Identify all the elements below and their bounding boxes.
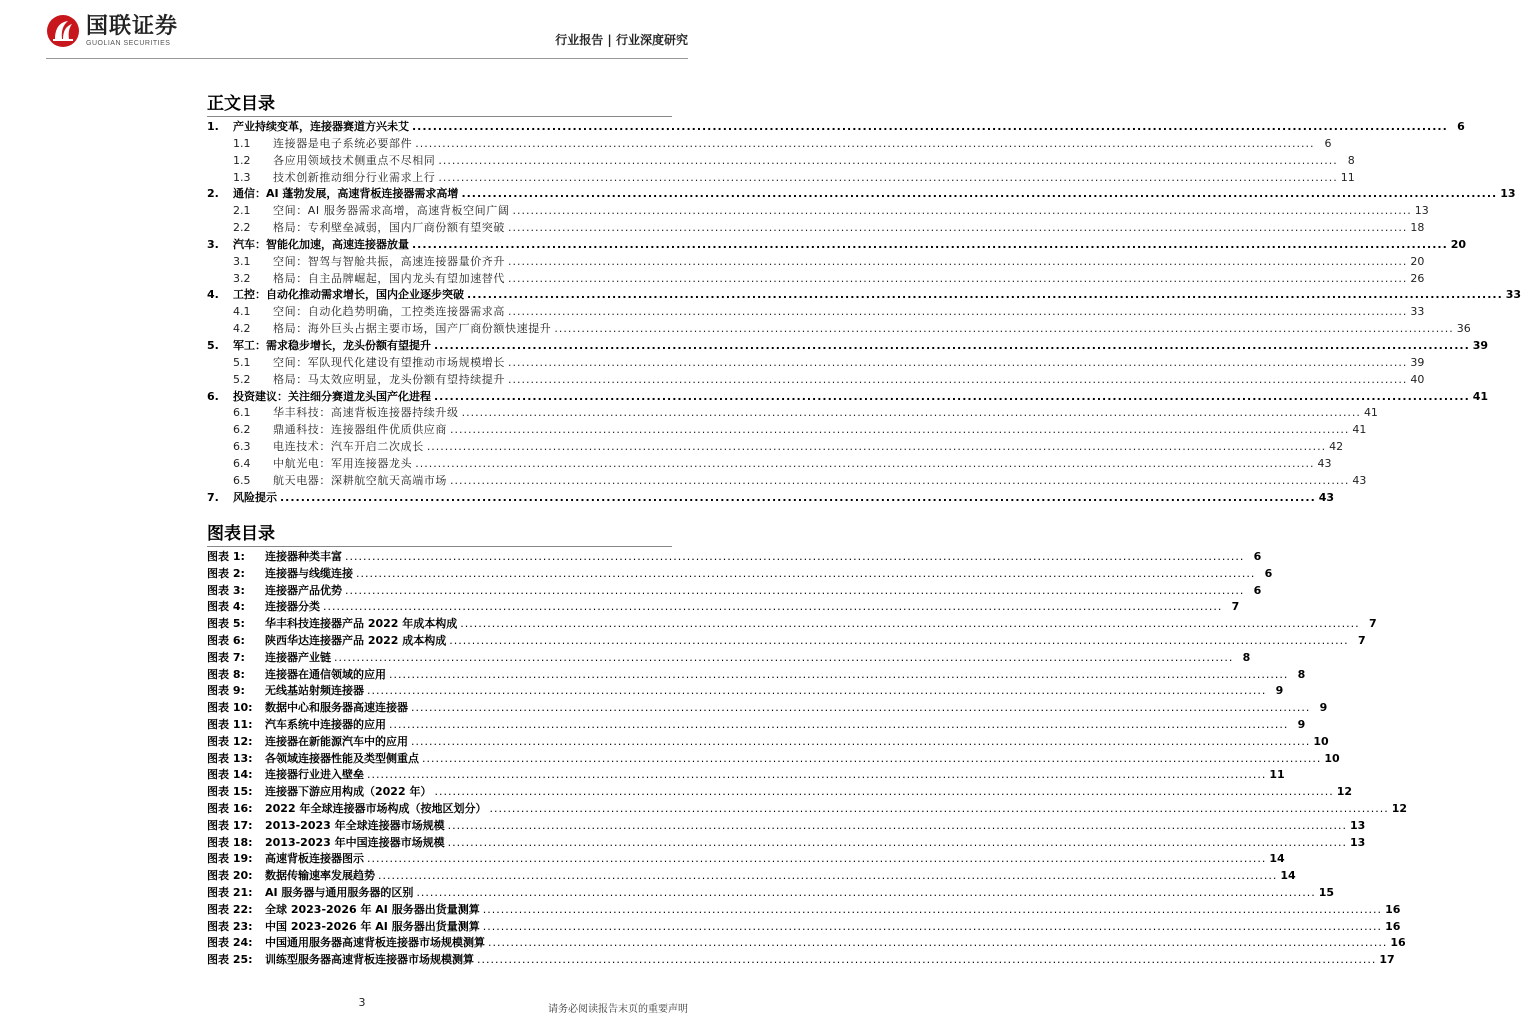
dot-leader: ........................................................................................................................................................................................................ [512, 204, 1412, 218]
figure-entry-page: 16 [1390, 936, 1406, 950]
figure-entry-page: 9 [1275, 684, 1284, 698]
figure-entry-page: 16 [1385, 902, 1401, 916]
figure-entry[interactable] [207, 700, 1328, 717]
dot-leader: ........................................................................................................................................................................................................ [482, 919, 1383, 933]
toc-entry-title: 各应用领域技术侧重点不尽相同 [273, 153, 436, 167]
figure-entry-label: 图表 25: [207, 953, 253, 967]
figure-entry-label: 图表 5: [207, 617, 245, 631]
toc-entry-number: 2. [207, 187, 219, 201]
toc-section-entry[interactable] [207, 203, 1429, 220]
figure-entry[interactable] [207, 935, 1406, 952]
figure-entry-label: 图表 2: [207, 566, 245, 580]
toc-entry-page: 41 [1352, 423, 1367, 437]
page-header [0, 0, 724, 60]
toc-entry-number: 6.1 [233, 406, 251, 420]
toc-entry-title: 航天电器：深耕航空航天高端市场 [273, 473, 447, 487]
toc-entry-number: 2.2 [233, 221, 251, 235]
figure-entry-page: 13 [1349, 835, 1366, 849]
toc-section-entry[interactable] [207, 136, 1332, 153]
figure-entry[interactable] [207, 616, 1377, 633]
toc-entry-page: 20 [1450, 237, 1467, 251]
toc-entry-number: 5.2 [233, 372, 251, 386]
figure-entry[interactable] [207, 599, 1240, 616]
dot-leader: ........................................................................................................................................................................................................ [415, 456, 1315, 470]
figure-entry-label: 图表 20: [207, 869, 253, 883]
dot-leader: ........................................................................................................................................................................................................ [508, 271, 1408, 285]
figure-entry-label: 图表 17: [207, 818, 253, 832]
toc-entry-page: 39 [1410, 355, 1425, 369]
dot-leader: ........................................................................................................................................................................................................ [554, 322, 1454, 336]
toc-entry-number: 1.1 [233, 136, 251, 150]
figure-entry-page: 15 [1318, 885, 1335, 899]
toc-entry-number: 5. [207, 338, 219, 352]
dot-leader: ........................................................................................................................................................................................................ [412, 237, 1448, 251]
header-divider [46, 58, 688, 59]
dot-leader: ........................................................................................................................................................................................................ [422, 751, 1322, 765]
toc-chapter-entry[interactable] [207, 287, 1521, 304]
toc-entry-page: 13 [1500, 187, 1516, 201]
figure-entry-page: 7 [1368, 617, 1377, 631]
dot-leader: ........................................................................................................................................................................................................ [426, 440, 1327, 454]
figure-entry-page: 8 [1297, 667, 1306, 681]
toc-entry-page: 20 [1410, 254, 1425, 268]
dot-leader: ........................................................................................................................................................................................................ [345, 583, 1245, 597]
toc-entry-page: 43 [1318, 490, 1335, 504]
figure-entry-page: 6 [1264, 566, 1273, 580]
dot-leader: ........................................................................................................................................................................................................ [415, 136, 1315, 150]
figure-entry-title: AI 服务器与通用服务器的区别 [265, 885, 414, 899]
table-of-contents [207, 119, 1521, 506]
toc-heading: 正文目录 [207, 94, 275, 114]
figure-entry-title: 连接器分类 [265, 600, 320, 614]
figure-entry-label: 图表 11: [207, 717, 253, 731]
figure-entry-page: 11 [1269, 768, 1285, 782]
figure-entry[interactable] [207, 583, 1262, 600]
figure-entry[interactable] [207, 868, 1296, 885]
dot-leader: ........................................................................................................................................................................................................ [489, 801, 1389, 815]
figure-entry-label: 图表 10: [207, 701, 253, 715]
figure-entry-label: 图表 13: [207, 751, 253, 765]
toc-entry-number: 6.4 [233, 456, 251, 470]
figure-entry[interactable] [207, 734, 1329, 751]
toc-entry-title: 技术创新推动细分行业需求上行 [273, 170, 436, 184]
figure-entry[interactable] [207, 767, 1285, 784]
figure-entry-page: 10 [1313, 734, 1329, 748]
dot-leader: ........................................................................................................................................................................................................ [447, 835, 1347, 849]
toc-entry-title: 工控：自动化推动需求增长，国内企业逐步突破 [233, 288, 464, 302]
figure-entry-label: 图表 21: [207, 885, 253, 899]
figures-divider [207, 546, 672, 547]
toc-chapter-entry[interactable] [207, 338, 1489, 355]
figure-entry-label: 图表 3: [207, 583, 245, 597]
figure-entry-title: 全球 2023-2026 年 AI 服务器出货量测算 [265, 902, 480, 916]
figure-entry-label: 图表 16: [207, 801, 253, 815]
figure-entry[interactable] [207, 667, 1306, 684]
figure-entry[interactable] [207, 683, 1284, 700]
toc-chapter-entry[interactable] [207, 490, 1335, 507]
dot-leader: ........................................................................................................................................................................................................ [367, 684, 1267, 698]
figure-entry-label: 图表 8: [207, 667, 245, 681]
toc-entry-number: 4.2 [233, 322, 251, 336]
dot-leader: ........................................................................................................................................................................................................ [367, 768, 1267, 782]
dot-leader: ........................................................................................................................................................................................................ [450, 423, 1350, 437]
figure-entry-label: 图表 9: [207, 684, 245, 698]
figure-entry[interactable] [207, 650, 1251, 667]
dot-leader: ........................................................................................................................................................................................................ [434, 338, 1470, 352]
figure-entry[interactable] [207, 851, 1285, 868]
company-logo [46, 14, 178, 48]
figure-entry-title: 汽车系统中连接器的应用 [265, 717, 386, 731]
toc-entry-number: 3.1 [233, 254, 251, 268]
toc-entry-page: 8 [1347, 153, 1355, 167]
figure-entry[interactable] [207, 801, 1408, 818]
toc-entry-title: 空间：自动化趋势明确，工控类连接器需求高 [273, 305, 505, 319]
toc-chapter-entry[interactable] [207, 389, 1489, 406]
toc-entry-title: 中航光电：军用连接器龙头 [273, 456, 413, 470]
logo-english-name: GUOLIAN SECURITIES [86, 40, 171, 47]
figure-entry-label: 图表 23: [207, 919, 253, 933]
toc-section-entry[interactable] [207, 405, 1378, 422]
figure-entry-page: 7 [1357, 633, 1366, 647]
toc-entry-page: 33 [1505, 288, 1521, 302]
toc-entry-page: 26 [1410, 271, 1425, 285]
figure-entry-label: 图表 6: [207, 633, 245, 647]
figure-entry-label: 图表 1: [207, 550, 245, 563]
dot-leader: ........................................................................................................................................................................................................ [334, 650, 1234, 664]
toc-entry-title: 格局：专利壁垒减弱，国内厂商份额有望突破 [273, 221, 505, 235]
dot-leader: ........................................................................................................................................................................................................ [508, 372, 1408, 386]
toc-entry-page: 6 [1457, 120, 1465, 133]
toc-entry-title: 投资建议：关注细分赛道龙头国产化进程 [233, 389, 431, 403]
dot-leader: ........................................................................................................................................................................................................ [323, 600, 1223, 614]
figure-entry[interactable] [207, 549, 1262, 566]
logo-chinese-name: 国联证券 [86, 14, 179, 39]
toc-entry-number: 2.1 [233, 204, 251, 218]
figure-entry-page: 12 [1336, 785, 1353, 799]
figure-entry-label: 图表 24: [207, 936, 253, 950]
toc-divider [207, 116, 672, 117]
toc-section-entry[interactable] [207, 355, 1425, 372]
toc-section-entry[interactable] [207, 254, 1425, 271]
figure-entry[interactable] [207, 784, 1353, 801]
dot-leader: ........................................................................................................................................................................................................ [356, 566, 1256, 580]
dot-leader: ........................................................................................................................................................................................................ [389, 667, 1289, 681]
figure-entry-title: 数据中心和服务器高速连接器 [265, 701, 408, 715]
toc-section-entry[interactable] [207, 422, 1367, 439]
figure-entry[interactable] [207, 902, 1401, 919]
figure-entry-label: 图表 14: [207, 768, 253, 782]
toc-entry-number: 6. [207, 389, 219, 403]
figure-entry-label: 图表 4: [207, 600, 245, 614]
toc-section-entry[interactable] [207, 473, 1367, 490]
toc-entry-title: 汽车：智能化加速，高速连接器放量 [233, 237, 409, 251]
figure-entry-label: 图表 7: [207, 650, 245, 664]
dot-leader: ........................................................................................................................................................................................................ [508, 221, 1408, 235]
dot-leader: ........................................................................................................................................................................................................ [467, 288, 1503, 302]
toc-entry-title: 格局：自主品牌崛起，国内龙头有望加速替代 [273, 271, 505, 285]
figure-entry[interactable] [207, 885, 1335, 902]
toc-section-entry[interactable] [207, 321, 1471, 338]
toc-entry-number: 6.5 [233, 473, 251, 487]
figure-entry[interactable] [207, 835, 1366, 852]
guolian-logo-icon [46, 14, 80, 48]
toc-entry-number: 4. [207, 288, 219, 302]
toc-entry-page: 43 [1352, 473, 1367, 487]
dot-leader: ........................................................................................................................................................................................................ [460, 617, 1360, 631]
figure-entry-label: 图表 18: [207, 835, 253, 849]
toc-section-entry[interactable] [207, 153, 1355, 170]
toc-entry-title: 连接器是电子系统必要部件 [273, 136, 413, 150]
dot-leader: ........................................................................................................................................................................................................ [438, 153, 1338, 167]
figure-entry-title: 连接器与线缆连接 [265, 566, 353, 580]
dot-leader: ........................................................................................................................................................................................................ [411, 734, 1311, 748]
toc-entry-title: 通信：AI 蓬勃发展，高速背板连接器需求高增 [233, 187, 459, 201]
list-of-figures [207, 549, 1408, 969]
figure-entry[interactable] [207, 566, 1273, 583]
dot-leader: ........................................................................................................................................................................................................ [438, 170, 1338, 184]
dot-leader: ........................................................................................................................................................................................................ [434, 785, 1334, 799]
toc-entry-number: 1.3 [233, 170, 251, 184]
figure-entry[interactable] [207, 919, 1401, 936]
toc-section-entry[interactable] [207, 220, 1425, 237]
figure-entry-title: 数据传输速率发展趋势 [265, 869, 375, 883]
toc-entry-page: 39 [1472, 338, 1489, 352]
figure-entry[interactable] [207, 633, 1366, 650]
toc-section-entry[interactable] [207, 170, 1355, 187]
dot-leader: ........................................................................................................................................................................................................ [280, 490, 1316, 504]
toc-entry-title: 空间：智驾与智舱共振，高速连接器量价齐升 [273, 254, 505, 268]
figure-entry-title: 中国通用服务器高速背板连接器市场规模测算 [265, 936, 485, 950]
dot-leader: ........................................................................................................................................................................................................ [416, 885, 1316, 899]
dot-leader: ........................................................................................................................................................................................................ [508, 305, 1408, 319]
figure-entry-label: 图表 19: [207, 852, 253, 866]
toc-section-entry[interactable] [207, 304, 1425, 321]
figure-entry-page: 16 [1385, 919, 1401, 933]
figure-entry[interactable] [207, 751, 1340, 768]
dot-leader: ........................................................................................................................................................................................................ [461, 187, 1498, 201]
toc-section-entry[interactable] [207, 271, 1425, 288]
toc-entry-page: 18 [1410, 221, 1425, 235]
figure-entry-page: 7 [1231, 600, 1240, 614]
toc-chapter-entry[interactable] [207, 119, 1465, 136]
toc-entry-page: 33 [1410, 305, 1425, 319]
dot-leader: ........................................................................................................................................................................................................ [477, 953, 1377, 967]
figure-entry-page: 13 [1349, 818, 1366, 832]
toc-entry-number: 6.3 [233, 440, 251, 454]
figure-entry-title: 各领域连接器性能及类型侧重点 [265, 751, 419, 765]
dot-leader: ........................................................................................................................................................................................................ [412, 120, 1448, 133]
figures-heading: 图表目录 [207, 524, 275, 544]
figure-entry-title: 连接器产品优势 [265, 583, 342, 597]
dot-leader: ........................................................................................................................................................................................................ [450, 473, 1350, 487]
figure-entry-title: 连接器行业进入壁垒 [265, 768, 364, 782]
figure-entry-title: 2022 年全球连接器市场构成（按地区划分） [265, 801, 487, 815]
toc-entry-title: 风险提示 [233, 490, 277, 504]
figure-entry[interactable] [207, 818, 1366, 835]
dot-leader: ........................................................................................................................................................................................................ [389, 717, 1289, 731]
figure-entry-title: 连接器产业链 [265, 650, 331, 664]
figure-entry-title: 2013-2023 年中国连接器市场规模 [265, 835, 445, 849]
toc-entry-number: 3. [207, 237, 219, 251]
figure-entry-page: 12 [1391, 801, 1408, 815]
figure-entry-title: 连接器在新能源汽车中的应用 [265, 734, 408, 748]
dot-leader: ........................................................................................................................................................................................................ [378, 869, 1278, 883]
toc-entry-page: 43 [1317, 456, 1332, 470]
toc-entry-number: 7. [207, 490, 219, 504]
toc-entry-page: 6 [1324, 136, 1332, 150]
figure-entry-page: 9 [1319, 701, 1328, 715]
figure-entry-page: 6 [1253, 583, 1262, 597]
figure-entry-title: 训练型服务器高速背板连接器市场规模测算 [265, 953, 474, 967]
dot-leader: ........................................................................................................................................................................................................ [488, 936, 1388, 950]
toc-entry-title: 鼎通科技：连接器组件优质供应商 [273, 423, 447, 437]
figure-entry-title: 高速背板连接器图示 [265, 852, 364, 866]
dot-leader: ........................................................................................................................................................................................................ [367, 852, 1267, 866]
toc-entry-title: 电连技术：汽车开启二次成长 [273, 440, 424, 454]
toc-entry-page: 40 [1410, 372, 1425, 386]
disclaimer-note: 请务必阅读报告末页的重要声明 [548, 1004, 688, 1015]
dot-leader: ........................................................................................................................................................................................................ [411, 701, 1311, 715]
toc-entry-page: 11 [1340, 170, 1355, 184]
toc-entry-page: 13 [1414, 204, 1429, 218]
figure-entry-page: 10 [1324, 751, 1340, 765]
figure-entry-label: 图表 15: [207, 785, 253, 799]
toc-entry-title: 军工：需求稳步增长，龙头份额有望提升 [233, 338, 431, 352]
toc-entry-title: 格局：马太效应明显，龙头份额有望持续提升 [273, 372, 505, 386]
figure-entry-title: 中国 2023-2026 年 AI 服务器出货量测算 [265, 919, 480, 933]
toc-entry-number: 1.2 [233, 153, 251, 167]
dot-leader: ........................................................................................................................................................................................................ [482, 902, 1383, 916]
toc-entry-title: 华丰科技：高速背板连接器持续升级 [273, 406, 459, 420]
toc-entry-page: 41 [1363, 406, 1378, 420]
toc-entry-title: 空间：AI 服务器需求高增，高速背板空间广阔 [273, 204, 510, 218]
toc-entry-number: 3.2 [233, 271, 251, 285]
toc-chapter-entry[interactable] [207, 186, 1516, 203]
dot-leader: ........................................................................................................................................................................................................ [508, 355, 1408, 369]
figure-entry-page: 14 [1280, 869, 1296, 883]
figure-entry-label: 图表 22: [207, 902, 253, 916]
toc-section-entry[interactable] [207, 372, 1425, 389]
figure-entry-page: 17 [1379, 953, 1395, 967]
figure-entry-title: 2013-2023 年全球连接器市场规模 [265, 818, 445, 832]
figure-entry-title: 连接器种类丰富 [265, 550, 342, 563]
toc-entry-page: 41 [1472, 389, 1489, 403]
dot-leader: ........................................................................................................................................................................................................ [461, 406, 1361, 420]
page-number: 3 [358, 996, 366, 1009]
toc-entry-number: 4.1 [233, 305, 251, 319]
figure-entry-page: 9 [1297, 717, 1306, 731]
figure-entry[interactable] [207, 717, 1306, 734]
figure-entry-title: 无线基站射频连接器 [265, 684, 364, 698]
dot-leader: ........................................................................................................................................................................................................ [345, 550, 1245, 563]
dot-leader: ........................................................................................................................................................................................................ [508, 254, 1408, 268]
figure-entry-title: 连接器在通信领域的应用 [265, 667, 386, 681]
figure-entry-title: 陕西华达连接器产品 2022 成本构成 [265, 633, 447, 647]
figure-entry-page: 8 [1242, 650, 1251, 664]
toc-chapter-entry[interactable] [207, 237, 1467, 254]
dot-leader: ........................................................................................................................................................................................................ [449, 633, 1349, 647]
toc-entry-number: 6.2 [233, 423, 251, 437]
toc-section-entry[interactable] [207, 456, 1332, 473]
toc-entry-title: 格局：海外巨头占据主要市场，国产厂商份额快速提升 [273, 322, 552, 336]
report-type-label: 行业报告 | 行业深度研究 [555, 33, 688, 47]
figure-entry[interactable] [207, 952, 1395, 969]
figure-entry-page: 6 [1253, 550, 1262, 563]
toc-entry-title: 产业持续变革，连接器赛道方兴未艾 [233, 120, 409, 133]
figure-entry-page: 14 [1269, 852, 1285, 866]
toc-entry-title: 空间：军队现代化建设有望推动市场规模增长 [273, 355, 505, 369]
toc-entry-number: 5.1 [233, 355, 251, 369]
toc-entry-page: 36 [1456, 322, 1471, 336]
dot-leader: ........................................................................................................................................................................................................ [447, 818, 1347, 832]
dot-leader: ........................................................................................................................................................................................................ [434, 389, 1470, 403]
figure-entry-title: 华丰科技连接器产品 2022 年成本构成 [265, 617, 458, 631]
toc-section-entry[interactable] [207, 439, 1344, 456]
toc-entry-page: 42 [1329, 440, 1344, 454]
figure-entry-title: 连接器下游应用构成（2022 年） [265, 785, 432, 799]
figure-entry-label: 图表 12: [207, 734, 253, 748]
toc-entry-number: 1. [207, 120, 219, 133]
